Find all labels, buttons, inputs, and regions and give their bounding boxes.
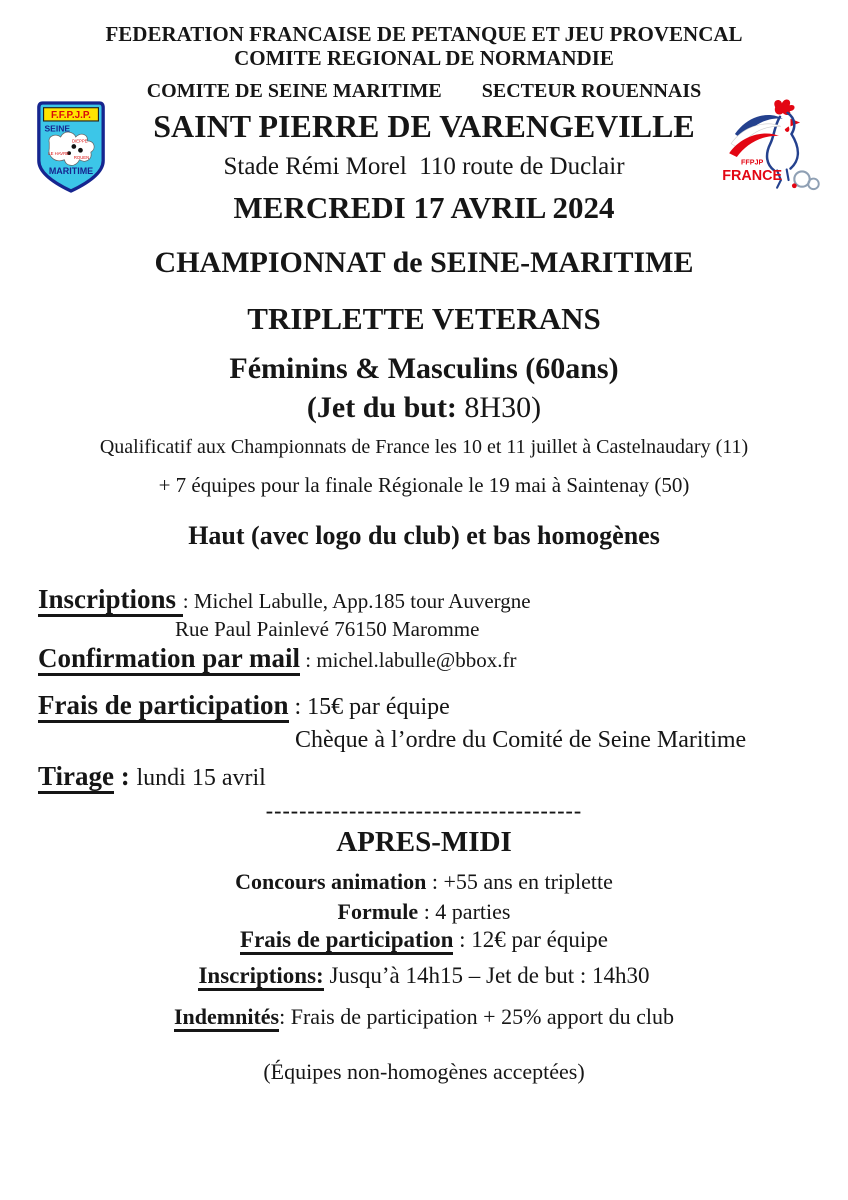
inscriptions-line — [38, 584, 531, 615]
federation-line: FEDERATION FRANCAISE DE PETANQUE ET JEU PROVENCAL — [105, 22, 743, 46]
venue-title: SAINT PIERRE DE VARENGEVILLE — [153, 108, 695, 144]
badge-city-rouen: ROUEN — [73, 154, 90, 160]
format-value: : 4 parties — [418, 899, 511, 924]
confirmation-label: Confirmation par mail — [38, 643, 300, 676]
indemnities-line — [0, 1004, 848, 1029]
secteur-rouennais-label: SECTEUR ROUENNAIS — [481, 80, 702, 102]
non-homogeneous-note: (Équipes non-homogènes acceptées) — [263, 1059, 585, 1084]
animation-value: : +55 ans en triplette — [426, 869, 613, 894]
draw-line — [38, 761, 266, 793]
badge-city-dieppe: DIEPPE — [71, 138, 88, 144]
cheque-note: Chèque à l’ordre du Comité de Seine Maritime — [295, 727, 747, 753]
fee-label: Frais de participation — [38, 690, 289, 723]
afternoon-fee-line — [0, 927, 848, 953]
qualification-line: Qualificatif aux Championnats de France les 10 et 11 juillet à Castelnaudary (11) — [99, 436, 749, 458]
ffpjp-france-rooster-icon — [710, 95, 825, 197]
championship-title: CHAMPIONNAT de SEINE-MARITIME — [154, 246, 694, 279]
badge-region-bottom: MARITIME — [48, 165, 94, 176]
format-label: Formule — [337, 899, 419, 924]
inscriptions-contact: : Michel Labulle, App.185 tour Auvergne — [182, 589, 531, 613]
draw-colon: : — [114, 761, 137, 791]
fee-value: : 15€ par équipe — [288, 694, 450, 720]
indemnities-label: Indemnités — [174, 1004, 279, 1032]
dress-code-line: Haut (avec logo du club) et bas homogènes — [188, 521, 660, 550]
indemnities-value: : Frais de participation + 25% apport du club — [279, 1004, 674, 1029]
jet-du-but-time: 8H30) — [456, 391, 542, 424]
badge-region-top: SEINE — [44, 123, 71, 134]
afternoon-inscriptions-label: Inscriptions: — [198, 963, 323, 991]
event-date: MERCREDI 17 AVRIL 2024 — [233, 190, 615, 225]
rooster-small-label: FFPJP — [741, 158, 764, 167]
format-line — [0, 899, 848, 924]
category-title: TRIPLETTE VETERANS — [247, 301, 601, 336]
confirmation-line — [38, 643, 516, 674]
separator-dashes: -------------------------------------- — [265, 798, 583, 823]
badge-acronym: F.F.P.J.P. — [51, 110, 91, 122]
afternoon-fee-label: Frais de participation — [240, 927, 453, 955]
ffpjp-seine-maritime-badge-icon — [36, 99, 106, 194]
draw-label: Tirage — [38, 761, 114, 794]
rooster-france-label: FRANCE — [722, 168, 783, 185]
regional-final-line: + 7 équipes pour la finale Régionale le 19 mai à Saintenay (50) — [158, 473, 690, 497]
animation-line — [0, 869, 848, 894]
jet-du-but-label: (Jet du but: — [306, 391, 457, 424]
venue-address: Stade Rémi Morel 110 route de Duclair — [223, 153, 625, 180]
afternoon-inscriptions-value: Jusqu’à 14h15 – Jet de but : 14h30 — [323, 963, 650, 988]
afternoon-inscriptions-line — [0, 963, 848, 989]
eligibility-line: Féminins & Masculins (60ans) — [229, 352, 619, 385]
inscriptions-label: Inscriptions — [38, 584, 183, 617]
afternoon-title: APRES-MIDI — [336, 826, 512, 858]
regional-committee-line: COMITE REGIONAL DE NORMANDIE — [234, 46, 614, 70]
inscriptions-address: Rue Paul Painlevé 76150 Maromme — [175, 617, 480, 641]
afternoon-fee-value: : 12€ par équipe — [453, 927, 608, 952]
badge-city-lehavre: LE HAVRE — [48, 151, 70, 157]
draw-value: lundi 15 avril — [136, 765, 266, 791]
fee-line — [38, 690, 450, 722]
jet-du-but-line — [0, 391, 848, 426]
comite-seine-maritime-label: COMITE DE SEINE MARITIME — [146, 80, 442, 102]
confirmation-email: : michel.labulle@bbox.fr — [300, 648, 517, 672]
animation-label: Concours animation — [235, 869, 427, 894]
